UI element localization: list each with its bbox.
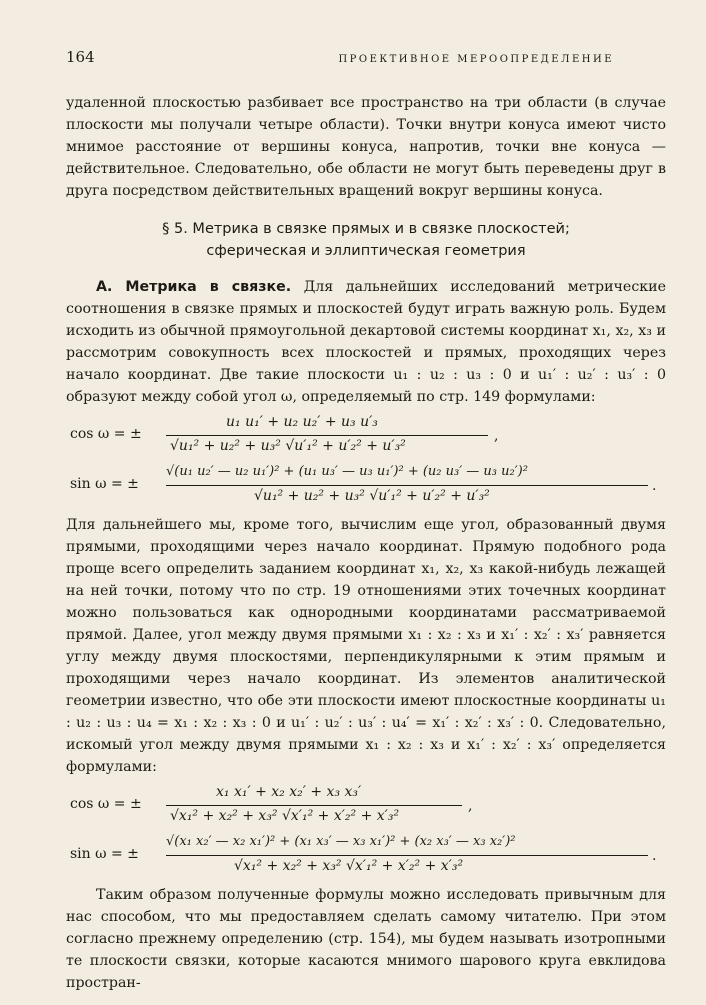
fraction-bar	[166, 805, 462, 806]
formula-denominator: √x₁² + x₂² + x₃² √x′₁² + x′₂² + x′₃²	[234, 858, 464, 874]
formula-lhs: sin ω = ±	[70, 476, 139, 492]
paragraph-lines-angle: Для дальнейшего мы, кроме того, вычислим еще угол, образованный двумя прямыми, проходящими через начало координат. Прямую подобного рода проще всего определить заданием координат x₁, x₂, x₃ какой-нибудь лежащей на ней точки, потому что по стр. 19 отношениями этих точечных координат можно пользоваться как однородными координатами рассматриваемой прямой. Далее, угол между двумя прямыми x₁ : x₂ : x₃ и x₁′ : x₂′ : x₃′ равняется углу между двумя плоскостями, перпендикулярными к этим прямым и проходящими через начало координат. Из элементов аналитической геометрии известно, что обе эти плоскости имеют плоскостные координаты u₁ : u₂ : u₃ : u₄ = x₁ : x₂ : x₃ : 0 и u₁′ : u₂′ : u₃′ : u₄′ = x₁′ : x₂′ : x₃′ : 0. Следовательно, искомый угол между двумя прямыми x₁ : x₂ : x₃ и x₁′ : x₂′ : x₃′ определяется формулами:	[66, 517, 666, 775]
formula-sin-lines	[66, 834, 666, 878]
formula-punctuation: .	[652, 478, 657, 494]
fraction-bar	[166, 485, 648, 486]
formula-numerator: √(x₁ x₂′ — x₂ x₁′)² + (x₁ x₃′ — x₃ x₁′)² + (x₂ x₃′ — x₃ x₂′)²	[166, 834, 516, 849]
fraction-bar	[166, 855, 648, 856]
running-head: ПРОЕКТИВНОЕ МЕРООПРЕДЕЛЕНИЕ	[338, 54, 614, 65]
formula-denominator: √u₁² + u₂² + u₃² √u′₁² + u′₂² + u′₃²	[254, 488, 490, 504]
formula-lhs: cos ω = ±	[70, 796, 142, 812]
formula-cos-planes	[66, 414, 666, 458]
paragraph-continued: удаленной плоскостью разбивает все пространство на три области (в случае плоскости мы получали четыре области). Точки внутри конуса имеют чисто мнимое расстояние от вершины конуса, напротив, точки вне конуса — действительное. Следовательно, обе области не могут быть переведены друг в друга посредством действительных вращений вокруг вершины конуса.	[66, 95, 666, 199]
formula-numerator: x₁ x₁′ + x₂ x₂′ + x₃ x₃′	[216, 784, 362, 800]
formula-numerator: u₁ u₁′ + u₂ u₂′ + u₃ u′₃	[226, 414, 378, 430]
paragraph-lead: А. Метрика в связке.	[96, 279, 292, 295]
page-header	[66, 48, 666, 66]
book-page	[66, 48, 666, 994]
paragraph-metric-in-bundle	[66, 276, 666, 408]
paragraph-conclusion: Таким образом полученные формулы можно исследовать привычным для нас способом, что мы предоставляем сделать самому читателю. При этом согласно прежнему определению (стр. 154), мы будем называть изотропными те плоскости связки, которые касаются мнимого шарового круга евклидова простран-	[66, 887, 666, 991]
section-title-line-2: сферическая и эллиптическая геометрия	[206, 243, 526, 259]
formula-cos-lines	[66, 784, 666, 828]
formula-punctuation: ,	[494, 428, 499, 444]
formula-sin-planes	[66, 464, 666, 508]
page-number: 164	[66, 48, 95, 66]
section-title	[66, 218, 666, 262]
formula-denominator: √x₁² + x₂² + x₃² √x′₁² + x′₂² + x′₃²	[170, 808, 400, 824]
formula-lhs: cos ω = ±	[70, 426, 142, 442]
fraction-bar	[166, 435, 488, 436]
formula-punctuation: ,	[468, 798, 473, 814]
formula-numerator: √(u₁ u₂′ — u₂ u₁′)² + (u₁ u₃′ — u₃ u₁′)² + (u₂ u₃′ — u₃ u₂′)²	[166, 464, 528, 479]
formula-denominator: √u₁² + u₂² + u₃² √u′₁² + u′₂² + u′₃²	[170, 438, 406, 454]
formula-punctuation: .	[652, 848, 657, 864]
paragraph-body: Для дальнейших исследований метрические соотношения в связке прямых и плоскостей будут играть важную роль. Будем исходить из обычной прямоугольной декартовой системы координат x₁, x₂, x₃ и рассмотрим совокупность всех плоскостей и прямых, проходящих через начало координат. Две такие плоскости u₁ : u₂ : u₃ : 0 и u₁′ : u₂′ : u₃′ : 0 образуют между собой угол ω, определяемый по стр. 149 формулами:	[66, 279, 666, 405]
formula-lhs: sin ω = ±	[70, 846, 139, 862]
section-title-line-1: § 5. Метрика в связке прямых и в связке плоскостей;	[162, 221, 570, 237]
